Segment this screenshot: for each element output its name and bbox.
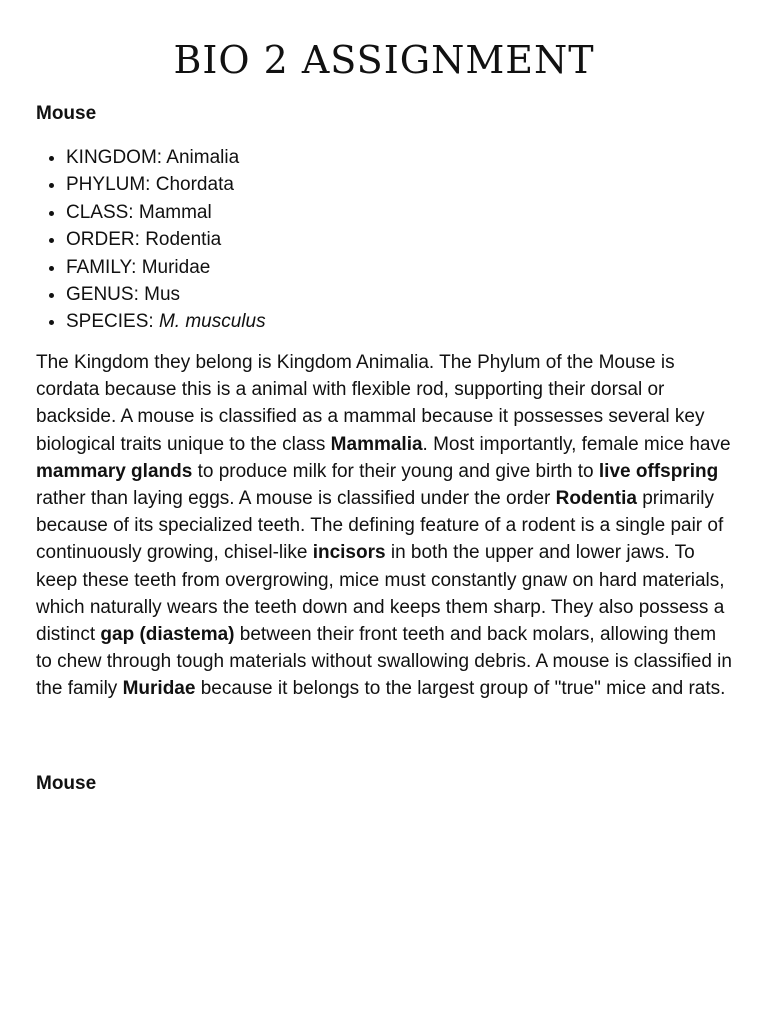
body-paragraph (36, 349, 736, 703)
text-run: to produce milk for their young and give birth to (192, 460, 599, 482)
taxonomy-value: Rodentia (145, 229, 222, 251)
taxonomy-value: M. musculus (158, 311, 266, 333)
taxonomy-label: FAMILY: (66, 256, 137, 278)
document-title: BIO 2 ASSIGNMENT (173, 38, 595, 82)
taxonomy-label: GENUS: (66, 284, 139, 306)
taxonomy-label: CLASS: (66, 201, 134, 223)
taxonomy-label: PHYLUM: (66, 174, 151, 196)
text-run: between their front teeth and back molars, allowing them to chew through tough materials without swallowing debris. A mouse is classified in the family (36, 624, 732, 700)
text-run: primarily because of its specialized teeth. The defining feature of a rodent is a single pair of continuously growing, chisel-like (36, 488, 724, 564)
bold-term: gap (diastema) (100, 624, 235, 646)
bold-term: mammary glands (36, 460, 193, 482)
text-run: in both the upper and lower jaws. To keep these teeth from overgrowing, mice must constantly gnaw on hard materials, which naturally wears the teeth down and keeps them sharp. They also possess a distinct (36, 542, 725, 646)
text-run: The Kingdom they belong is Kingdom Animalia. The Phylum of the Mouse is cordata because this is a animal with flexible rod, supporting their dorsal or backside. A mouse is classified as a mammal because it possesses several key biological traits unique to the class (36, 352, 705, 455)
taxonomy-item (66, 199, 266, 226)
section-heading: Mouse (36, 103, 97, 124)
taxonomy-list (36, 144, 266, 336)
taxonomy-item (66, 171, 266, 198)
taxonomy-label: ORDER: (66, 229, 140, 251)
text-run: rather than laying eggs. A mouse is classified under the order (36, 488, 556, 510)
taxonomy-value: Muridae (141, 256, 211, 278)
taxonomy-value: Chordata (155, 174, 234, 196)
bold-term: live offspring (598, 460, 719, 482)
taxonomy-value: Mus (144, 284, 181, 306)
taxonomy-item (66, 308, 266, 335)
taxonomy-item (66, 226, 266, 253)
bold-term: Muridae (122, 678, 196, 700)
taxonomy-value: Animalia (166, 147, 240, 168)
taxonomy-value: Mammal (138, 201, 212, 223)
taxonomy-label: SPECIES: (66, 311, 154, 333)
taxonomy-label: KINGDOM: (66, 147, 163, 168)
taxonomy-item (66, 144, 266, 171)
bold-term: Rodentia (555, 488, 637, 510)
bold-term: Mammalia (330, 433, 423, 455)
section-heading: Mouse (36, 773, 97, 794)
taxonomy-item (66, 254, 266, 281)
bold-term: incisors (312, 542, 386, 564)
text-run: because it belongs to the largest group of "true" mice and rats. (195, 678, 726, 700)
taxonomy-item (66, 281, 266, 308)
text-run: . Most importantly, female mice have (422, 433, 731, 455)
